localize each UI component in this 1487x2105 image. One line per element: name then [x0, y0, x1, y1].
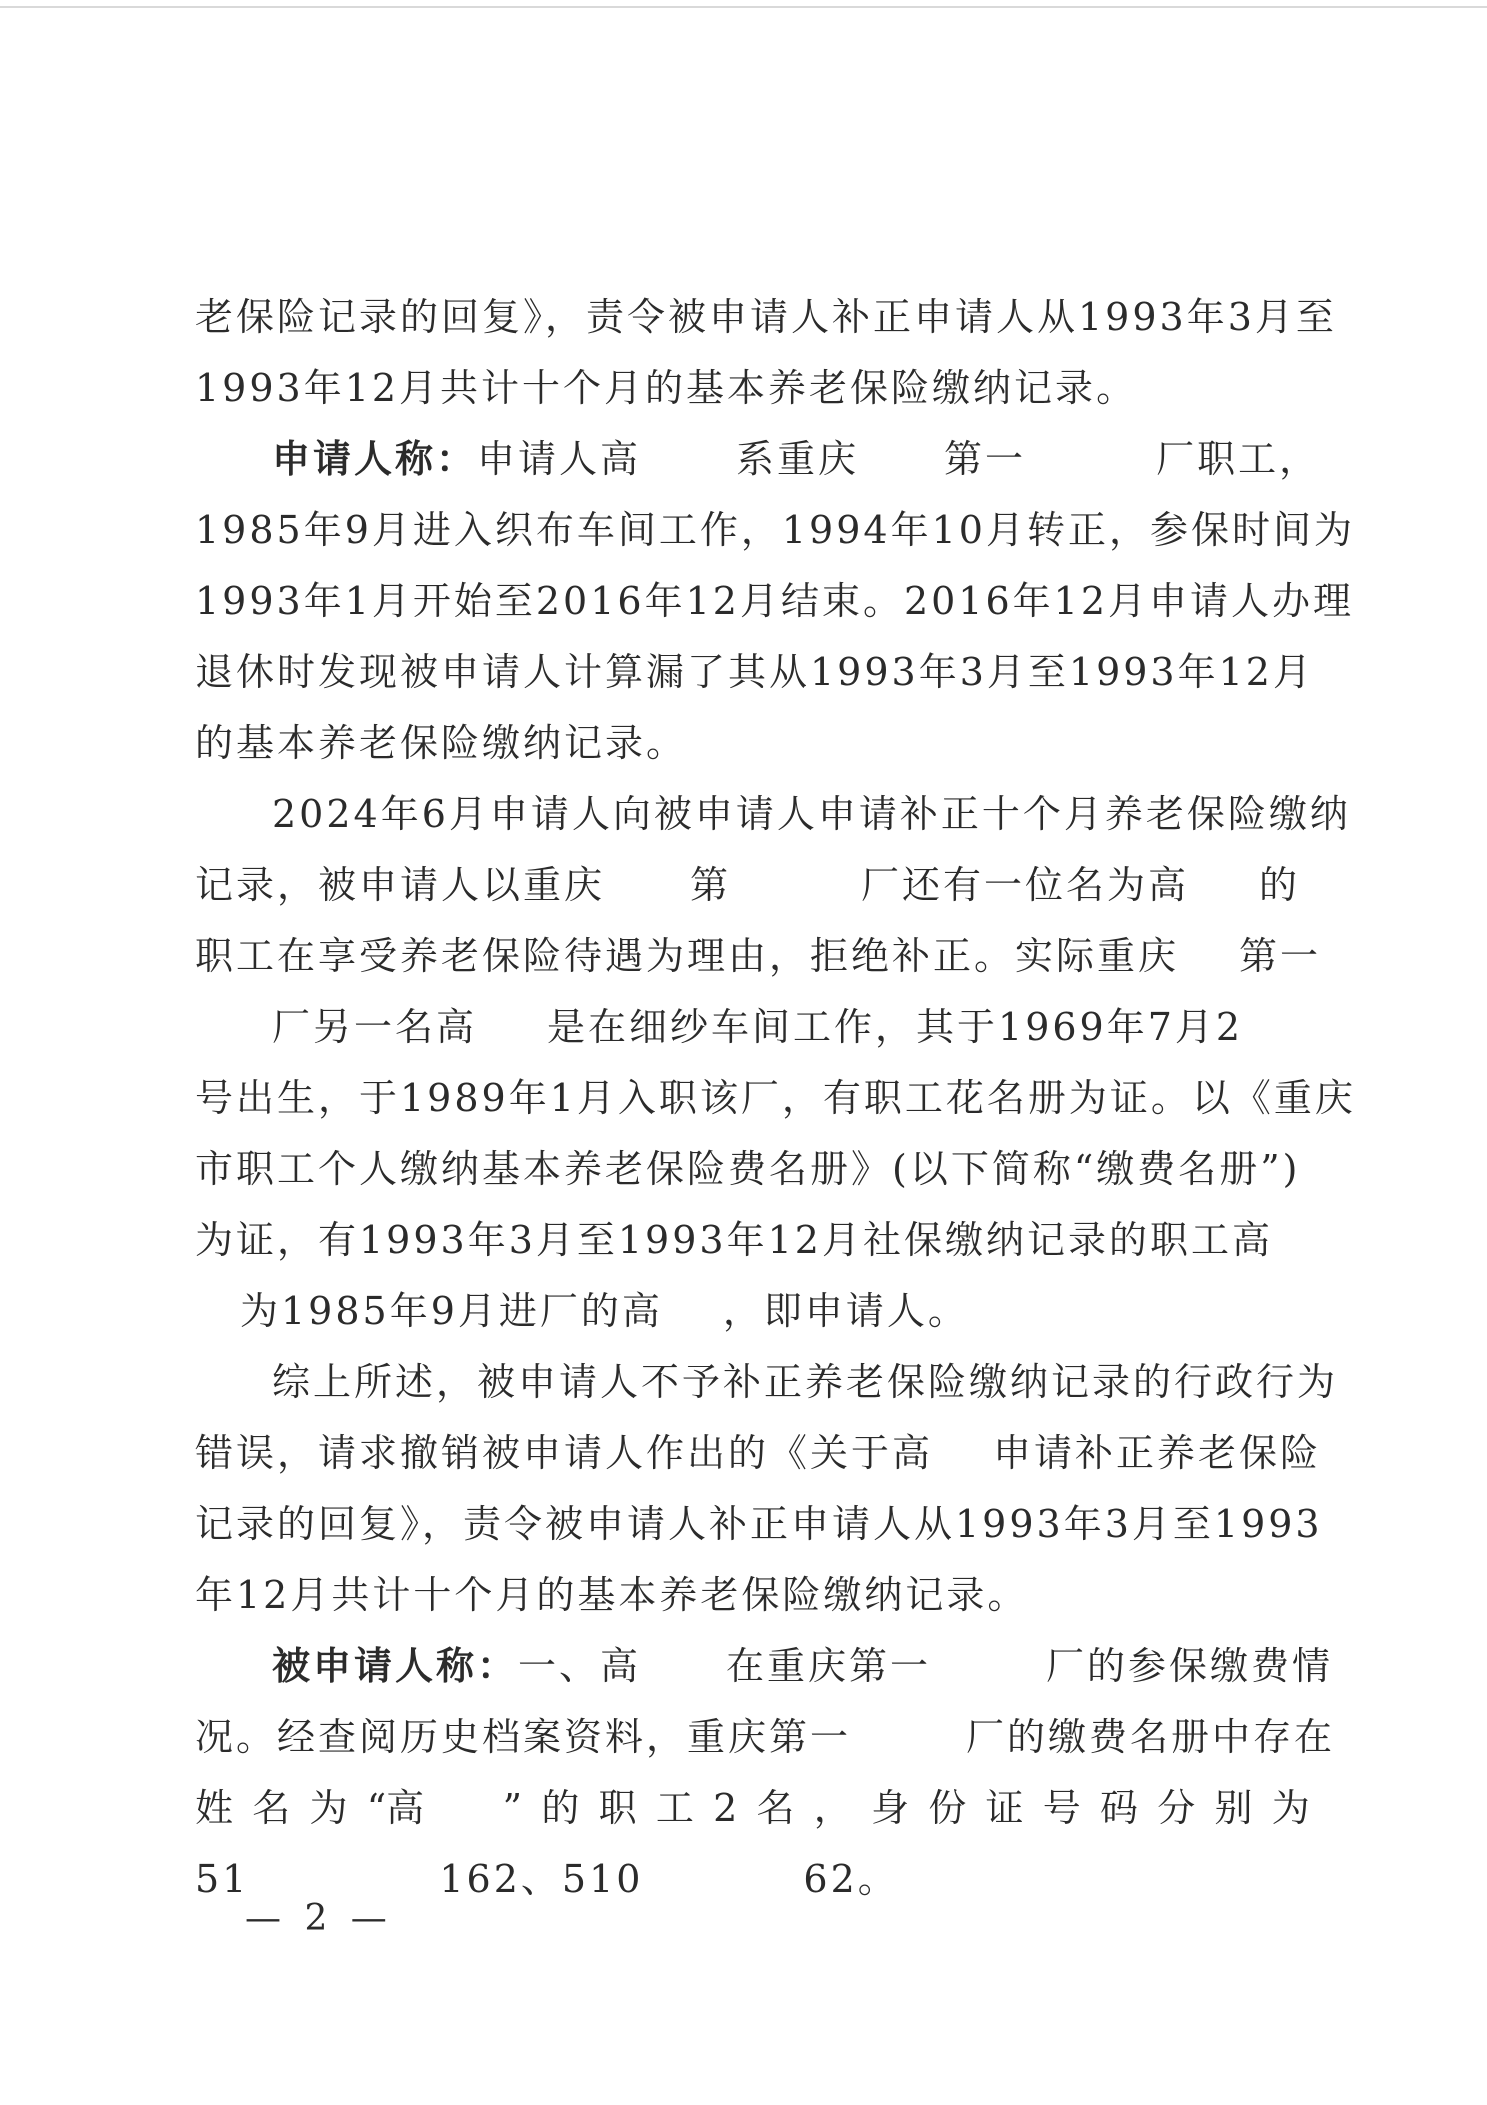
text-run: 51 [195, 1857, 250, 1901]
text-line: 1993年1月开始至2016年12月结束。2016年12月申请人办理 [195, 579, 1355, 623]
text-run: 记录，被申请人以重庆 [195, 863, 606, 907]
text-line [195, 1418, 1322, 1489]
text-run: 一、高 [518, 1644, 642, 1688]
text-line [195, 424, 1321, 495]
text-line [195, 1276, 1310, 1347]
text-run: 为1985年9月进厂的高 [240, 1289, 663, 1333]
char: “高 [366, 1786, 425, 1830]
paragraph-summary [195, 1347, 1339, 1631]
char: 2 [713, 1786, 738, 1830]
paragraph-facts [195, 779, 1356, 1347]
document-body [195, 282, 1356, 1915]
char: 证 [985, 1786, 1024, 1830]
char: 份 [928, 1786, 967, 1830]
text-line: 1993年12月共计十个月的基本养老保险缴纳记录。 [195, 366, 1138, 410]
char: 职 [598, 1786, 637, 1830]
text-line: 综上所述，被申请人不予补正养老保险缴纳记录的行政行为 [272, 1360, 1339, 1404]
section-label-respondent: 被申请人称： [272, 1644, 519, 1688]
text-run: 厂另一名高 [272, 1005, 478, 1049]
text-run: 162、510 [439, 1857, 644, 1901]
char: ， [813, 1786, 852, 1830]
char: 的 [541, 1786, 580, 1830]
char: 为 [309, 1786, 348, 1830]
text-line [195, 1631, 1334, 1702]
text-line: 退休时发现被申请人计算漏了其从1993年3月至1993年12月 [195, 650, 1314, 694]
char: 名 [756, 1786, 795, 1830]
text-run: 厂职工， [1156, 437, 1321, 481]
text-run: 62。 [803, 1857, 899, 1901]
char: ” [502, 1786, 523, 1830]
char: 分 [1157, 1786, 1196, 1830]
top-edge-rule [0, 6, 1487, 8]
text-run: 厂的参保缴费情 [1046, 1644, 1334, 1688]
text-line [195, 921, 1322, 992]
text-line [195, 992, 1310, 1063]
char: 号 [1042, 1786, 1081, 1830]
char: 工 [655, 1786, 694, 1830]
text-run: 申请人高 [477, 437, 642, 481]
paragraph-respondent-claim [195, 1631, 1336, 1915]
char: 为 [1271, 1786, 1310, 1830]
text-line: 为证，有1993年3月至1993年12月社保缴纳记录的职工高 [195, 1218, 1273, 1262]
text-line: 2024年6月申请人向被申请人申请补正十个月养老保险缴纳 [272, 792, 1351, 836]
text-run: 是在细纱车间工作，其于1969年7月2 [547, 1005, 1244, 1049]
text-line: 老保险记录的回复》，责令被申请人补正申请人从1993年3月至 [195, 295, 1337, 339]
char: 码 [1100, 1786, 1139, 1830]
text-line: 记录的回复》，责令被申请人补正申请人从1993年3月至1993 [195, 1502, 1323, 1546]
text-run: 错误，请求撤销被申请人作出的《关于高 [195, 1431, 934, 1475]
char: 名 [252, 1786, 291, 1830]
char: 姓 [195, 1786, 234, 1830]
text-run: 在重庆第一 [726, 1644, 932, 1688]
text-run: 况。经查阅历史档案资料，重庆第一 [195, 1715, 852, 1759]
paragraph-continuation [195, 282, 1337, 424]
text-line: 号出生，于1989年1月入职该厂，有职工花名册为证。以《重庆 [195, 1076, 1356, 1120]
section-label-applicant: 申请人称： [272, 437, 478, 481]
text-run: 厂还有一位名为高 [861, 863, 1190, 907]
text-run: 的 [1259, 863, 1301, 907]
char: 别 [1214, 1786, 1253, 1830]
text-line: 的基本养老保险缴纳记录。 [195, 721, 688, 765]
text-line: 1985年9月进入织布车间工作，1994年10月转正，参保时间为 [195, 508, 1355, 552]
text-run: 系重庆 [736, 437, 860, 481]
text-run: 申请补正养老保险 [993, 1431, 1322, 1475]
text-line: 年12月共计十个月的基本养老保险缴纳记录。 [195, 1573, 1029, 1617]
redaction-gap [443, 1773, 483, 1844]
text-line-justified [195, 1773, 1310, 1844]
text-run: 第一 [944, 437, 1027, 481]
text-run: 第 [690, 863, 732, 907]
text-line [195, 1702, 1336, 1773]
text-run: 第一 [1239, 934, 1322, 978]
page-number: — 2 — [245, 1898, 393, 1939]
char: 身 [871, 1786, 910, 1830]
text-line [195, 850, 1310, 921]
text-line: 市职工个人缴纳基本养老保险费名册》(以下简称“缴费名册”) [195, 1147, 1301, 1191]
text-run: 厂的缴费名册中存在 [966, 1715, 1336, 1759]
text-run: 职工在享受养老保险待遇为理由，拒绝补正。实际重庆 [195, 934, 1180, 978]
text-run: ，即申请人。 [722, 1289, 969, 1333]
paragraph-applicant-claim [195, 424, 1355, 779]
